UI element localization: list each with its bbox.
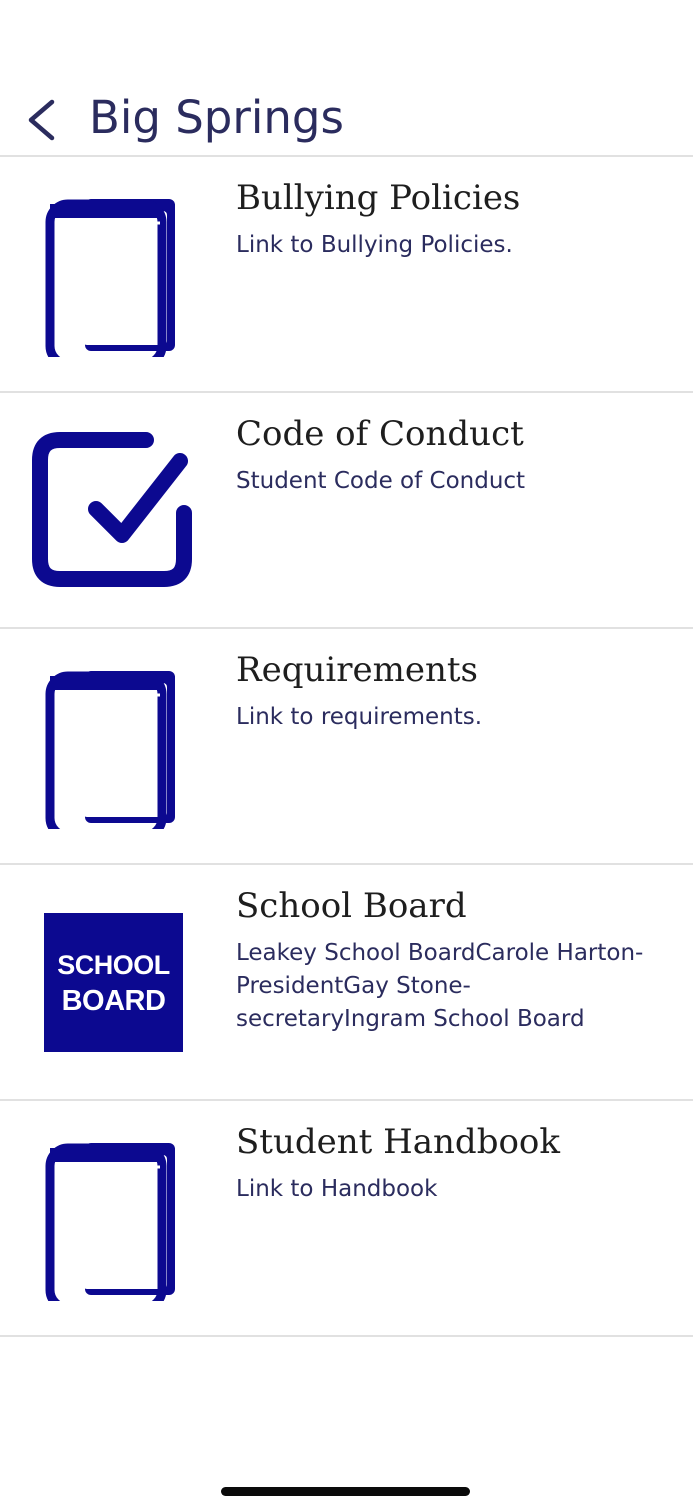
row-subtitle: Link to Handbook (236, 1176, 438, 1202)
row-subtitle: Student Code of Conduct (236, 468, 526, 494)
list-item-requirements[interactable] (0, 629, 693, 865)
chevron-left-icon (18, 92, 70, 148)
row-title: Bullying Policies (236, 178, 521, 218)
list-item-student-handbook[interactable] (0, 1101, 693, 1337)
page-title: Big Springs (89, 91, 344, 144)
row-title: Requirements (236, 650, 479, 690)
row-title: Code of Conduct (236, 414, 524, 454)
row-subtitle: Link to Bullying Policies. (236, 232, 513, 258)
row-title: School Board (236, 886, 467, 926)
row-title: Student Handbook (236, 1122, 560, 1162)
checkbox-icon (28, 421, 200, 593)
list-item-school-board[interactable] (0, 865, 693, 1101)
logo-line-school: SCHOOL (57, 949, 170, 980)
book-icon (28, 1129, 200, 1301)
book-icon (28, 657, 200, 829)
back-button[interactable] (18, 92, 70, 148)
list-item-code-of-conduct[interactable] (0, 393, 693, 629)
row-subtitle: Link to requirements. (236, 704, 483, 730)
list-item-bullying-policies[interactable] (0, 157, 693, 393)
school-board-logo (44, 913, 183, 1052)
item-list (0, 157, 693, 1337)
row-subtitle: Leakey School BoardCarole Harton-PresidentGay Stone-secretaryIngram School Board (236, 940, 644, 1032)
book-icon (28, 185, 200, 357)
app-header (0, 0, 693, 157)
home-indicator[interactable] (221, 1487, 470, 1496)
logo-line-board: BOARD (61, 984, 166, 1017)
